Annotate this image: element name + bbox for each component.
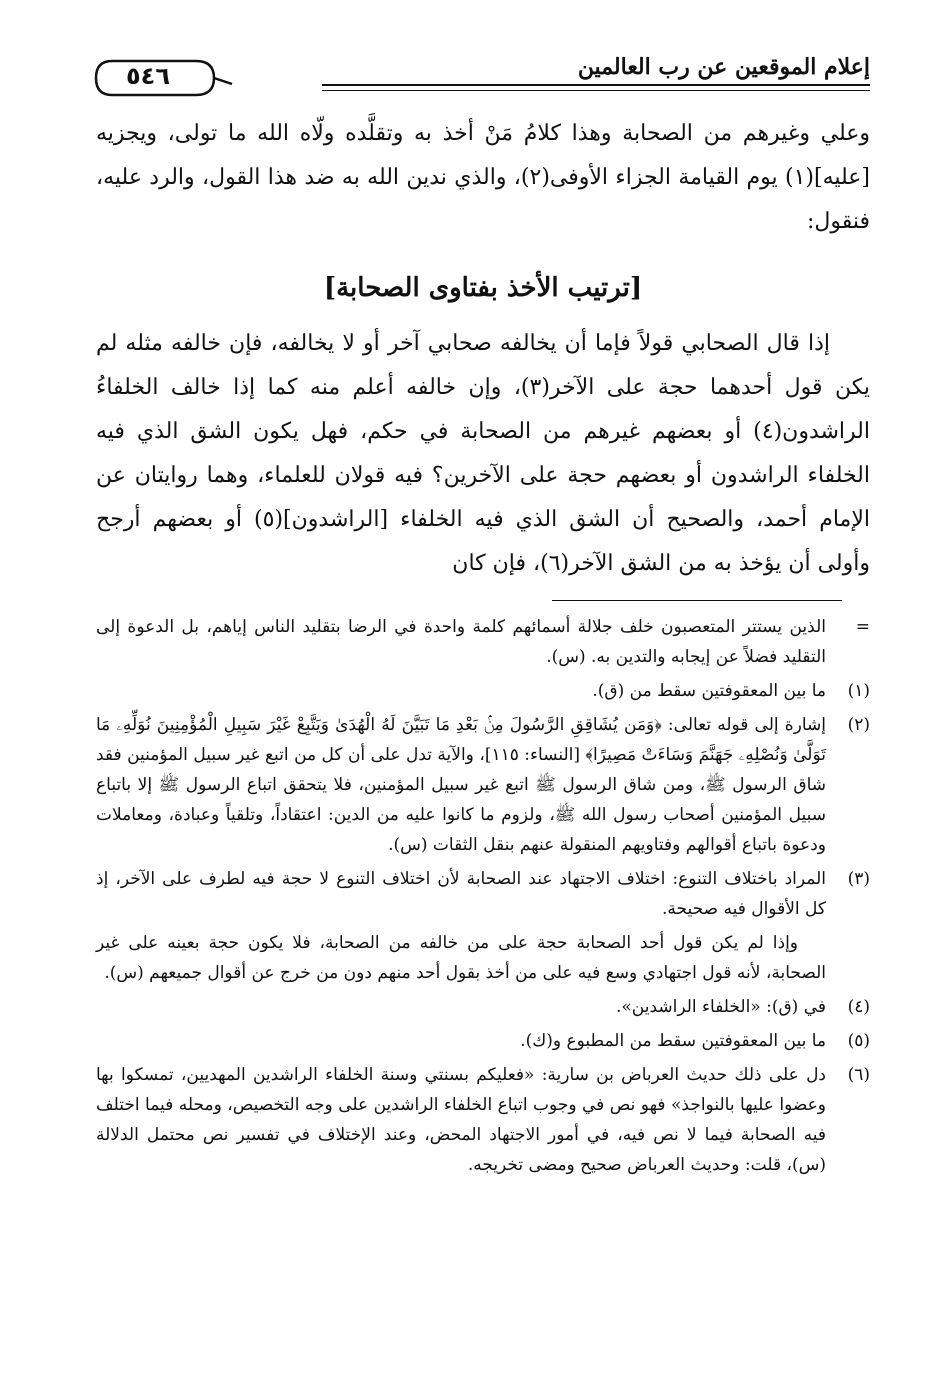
footnote-5 <box>96 1026 870 1056</box>
footnote-mark: (١) <box>847 681 870 701</box>
footnote-3 <box>96 864 870 924</box>
footnote-2 <box>96 710 870 860</box>
footnotes <box>96 612 870 1184</box>
footnote-mark: (٤) <box>847 997 870 1017</box>
footnote-mark: (٣) <box>847 869 870 889</box>
footnote-mark: (٦) <box>847 1065 870 1085</box>
footnote-6 <box>96 1060 870 1180</box>
body-paragraph: إذا قال الصحابي قولاً فإما أن يخالفه صحابي آخر أو لا يخالفه، فإن خالفه مثله لم يكن قول أحدهما حجة على الآخر(٣)، وإن خالفه أعلم منه كما إذا خالف الخلفاءُ الراشدون(٤) أو بعضهم غيرهم من الصحابة في حكم، فهل يكون الشق الذي فيه الخلفاء الراشدون أو بعضهم حجة على الآخرين؟ فيه قولان للعلماء، وهما روايتان عن الإمام أحمد، والصحيح أن الشق الذي فيه الخلفاء [الراشدون](٥) أو بعضهم أرجح وأولى أن يؤخذ به من الشق الآخر(٦)، فإن كان <box>96 331 870 576</box>
header-rule-thin <box>322 90 870 91</box>
footnote-text: ما بين المعقوفتين سقط من المطبوع و(ك). <box>520 1031 826 1051</box>
footnote-4 <box>96 992 870 1022</box>
page-header <box>92 40 870 100</box>
section-heading: [ترتيب الأخذ بفتاوى الصحابة] <box>323 273 643 303</box>
running-title: إعلام الموقعين عن رب العالمين <box>577 54 870 80</box>
footnote-mark: = <box>855 617 870 637</box>
page-number-badge <box>92 58 234 98</box>
footnote-mark: (٥) <box>847 1031 870 1051</box>
page-number: ٥٤٦ <box>126 62 170 90</box>
footnote-text: الذين يستتر المتعصبون خلف جلالة أسمائهم كلمة واحدة في الرضا بتقليد الناس إياهم، بل الدعوة إلى التقليد فضلاً عن إيجابه والتدين به. (س). <box>96 617 826 667</box>
footnote-text: في (ق): «الخلفاء الراشدين». <box>615 997 826 1017</box>
header-rule <box>322 84 870 86</box>
footnote-text: المراد باختلاف التنوع: اختلاف الاجتهاد عند الصحابة لأن اختلاف التنوع لا حجة فيه لطرف على الآخر، إذ كل الأقوال فيه صحيحة. <box>96 869 826 919</box>
footnote-3-continuation: وإذا لم يكن قول أحد الصحابة حجة على من خالفه من الصحابة، فلا يكون حجة بعينه على غير الصحابة، لأنه قول اجتهادي وسع فيه على من أخذ بقول أحد منهم دون من خرج عن أقوال جميعهم (س). <box>96 933 826 983</box>
footnote-mark: (٢) <box>847 715 870 735</box>
footnote-1 <box>96 676 870 706</box>
footnote-separator <box>552 600 842 601</box>
intro-paragraph: وعلي وغيرهم من الصحابة وهذا كلامُ مَنْ أخذ به وتقلَّده ولّاه الله ما تولى، ويجزيه [عليه](١) يوم القيامة الجزاء الأوفى(٢)، والذي ندين الله به ضد هذا القول، والرد عليه، فنقول: <box>96 121 870 234</box>
footnote-text: إشارة إلى قوله تعالى: ﴿وَمَن يُشَاقِقِ الرَّسُولَ مِنۢ بَعْدِ مَا تَبَيَّنَ لَهُ الْهُدَىٰ وَيَتَّبِعْ غَيْرَ سَبِيلِ الْمُؤْمِنِينَ نُوَلِّهِۦ مَا تَوَلَّىٰ وَنُصْلِهِۦ جَهَنَّمَ وَسَاءَتْ مَصِيرًا﴾ [النساء: ١١٥]، والآية تدل على أن كل من اتبع غير سبيل المؤمنين فقد شاق الرسول ﷺ، ومن شاق الرسول ﷺ اتبع غير سبيل المؤمنين، فلا يتحقق اتباع الرسول ﷺ إلا باتباع سبيل المؤمنين أصحاب رسول الله ﷺ، ولزوم ما كانوا عليه من الدين: اعتقاداً، وتلقياً وعبادة، ومعاملات ودعوة باتباع أقوالهم وفتاويهم المنقولة عنهم بنقل الثقات (س). <box>96 715 826 855</box>
main-text <box>96 112 870 586</box>
footnote-text: دل على ذلك حديث العرباض بن سارية: «فعليكم بسنتي وسنة الخلفاء الراشدين المهديين، تمسكوا بها وعضوا عليها بالنواجذ» فهو نص في وجوب اتباع الخلفاء الراشدين على وجه التخصيص، ومحله فيما اختلف فيه الصحابة فيما لا نص فيه، في أمور الاجتهاد المحض، وعند الإختلاف في تفسير نص محتمل الدلالة (س)، قلت: وحديث العرباض صحيح ومضى تخريجه. <box>96 1065 826 1175</box>
footnote-text: ما بين المعقوفتين سقط من (ق). <box>592 681 826 701</box>
footnote-continued <box>96 612 870 672</box>
